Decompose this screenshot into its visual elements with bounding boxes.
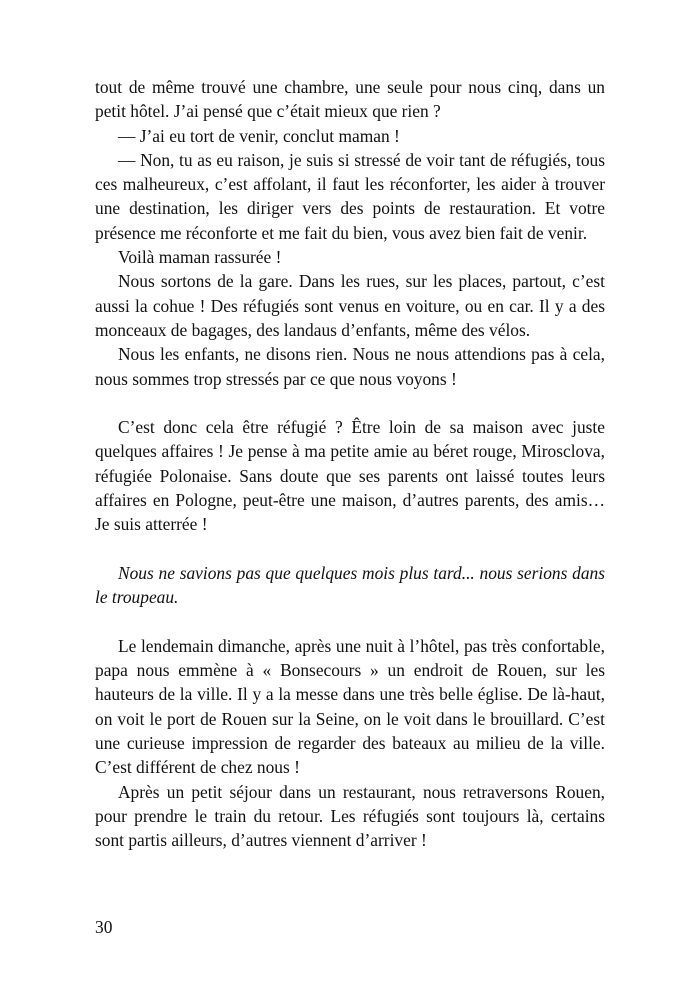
paragraph-dialogue-papa: — Non, tu as eu raison, je suis si stressé de voir tant de réfugiés, tous ces malheureux, c’est affolant, il faut les réconforter, les aider à trouver une destination, les diriger vers des points de restauration. Et votre présence me réconforte et me fait du bien, vous avez bien fait de venir. <box>95 149 605 243</box>
page-number: 30 <box>95 917 113 937</box>
paragraph-enfants: Nous les enfants, ne disons rien. Nous ne nous attendions pas à cela, nous sommes trop stressés par ce que nous voyons ! <box>95 344 605 389</box>
section-spacer <box>95 537 605 561</box>
paragraph-retour: Après un petit séjour dans un restaurant, nous retraversons Rouen, pour prendre le train du retour. Les réfugiés sont toujours là, certains sont partis ailleurs, d’autres viennent d’arriver ! <box>95 781 605 851</box>
paragraph-refugie: C’est donc cela être réfugié ? Être loin de sa maison avec juste quelques affaires ! Je pense à ma petite amie au béret rouge, Mirosclova, réfugiée Polonaise. Sans doute que ses parents ont laissé toutes leurs affaires en Pologne, peut-être une maison, d’autres parents, des amis… Je suis atterrée ! <box>95 417 605 535</box>
section-spacer <box>95 391 605 415</box>
page-body <box>95 75 605 853</box>
paragraph-sortie-gare: Nous sortons de la gare. Dans les rues, sur les places, partout, c’est aussi la cohue ! Des réfugiés sont venus en voiture, ou en car. Il y a des monceaux de bagages, des landaus d’enfants, même des vélos. <box>95 271 605 340</box>
paragraph-continuation: tout de même trouvé une chambre, une seule pour nous cinq, dans un petit hôtel. J’ai pensé que c’était mieux que rien ? <box>95 77 605 122</box>
paragraph-maman-rassuree: Voilà maman rassurée ! <box>118 247 282 268</box>
paragraph-italic-troupeau: Nous ne savions pas que quelques mois plus tard... nous serions dans le troupeau. <box>95 562 605 608</box>
paragraph-lendemain: Le lendemain dimanche, après une nuit à l’hôtel, pas très confortable, papa nous emmène à « Bonsecours » un endroit de Rouen, sur les hauteurs de la ville. Il y a la messe dans une très belle église. De là-haut, on voit le port de Rouen sur la Seine, on le voit dans le brouillard. C’est une curieuse impression de regarder des bateaux au milieu de la ville. C’est différent de chez nous ! <box>95 635 605 778</box>
paragraph-dialogue-maman: — J’ai eu tort de venir, conclut maman ! <box>118 125 400 146</box>
section-spacer <box>95 610 605 634</box>
